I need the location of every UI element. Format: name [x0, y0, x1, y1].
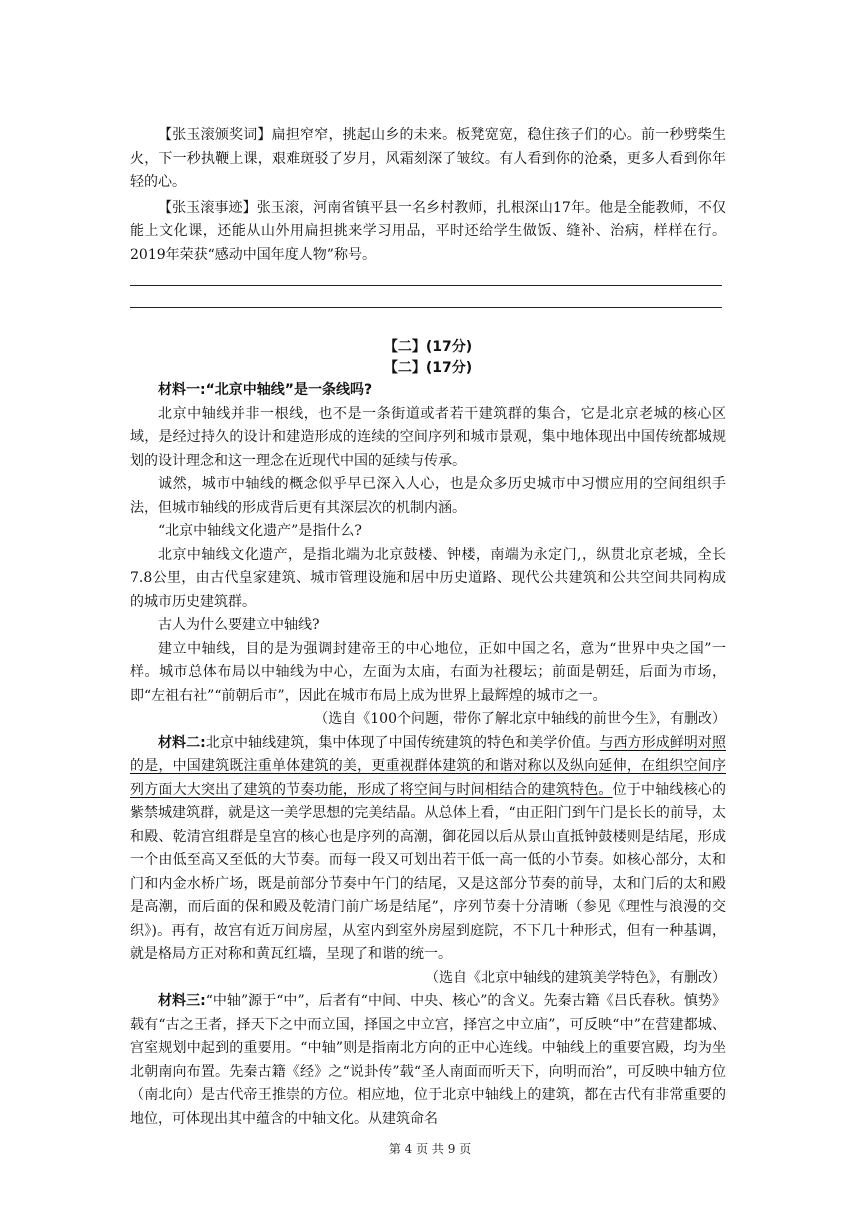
material1-question-3: 古人为什么要建立中轴线? — [158, 617, 320, 633]
material1-paragraph-3: 北京中轴线文化遗产，是指北端为北京鼓楼、钟楼，南端为永定门,，纵贯北京老城，全长7.8公里，由古代皇家建筑、城市管理设施和居中历史道路、现代公共建筑和公共空间共同构成的城市历史建筑群。 — [130, 546, 726, 610]
material1-paragraph-4: 建立中轴线，目的是为强调封建帝王的中心地位，正如中国之名，意为“世界中央之国”一样。城市总体布局以中轴线为中心，左面为太庙，右面为社稷坛；前面是朝廷，后面为市场，即“左祖右社”“前朝后市”，因此在城市布局上成为世界上最辉煌的城市之一。 — [130, 640, 726, 704]
material1-source: （选自《100个问题，带你了解北京中轴线的前世今生》，有删改） — [314, 711, 726, 727]
answer-line-2 — [130, 307, 722, 308]
material1-paragraph-1: 北京中轴线并非一根线，也不是一条街道或者若干建筑群的集合，它是北京老城的核心区域，是经过持久的设计和建造形成的连续的空间序列和城市景观，集中地体现出中国传统都城规划的设计理念和这一理念在近现代中国的延续与传承。 — [130, 405, 726, 469]
material2-text-b: 位于中轴线核心的紫禁城建筑群，就是这一美学思想的完美结晶。从总体上看，“由正阳门到午门是长长的前导，太和殿、乾清宫组群是皇宫的核心也是序列的高潮，御花园以后从景山直抵钟鼓楼则是结尾，形成一个由低至高又至低的大节奏。而每一段又可划出若干低一高一低的小节奏。如核心部分，太和门和内金水桥广场，既是前部分节奏中午门的结尾，又是这部分节奏的前导，太和门后的太和殿是高潮，而后面的保和殿及乾清门前广场是结尾”，序列节奏十分清晰（参见《理性与浪漫的交织》)。再有，故宫有近万间房屋，从室内到室外房屋到庭院，不下几十种形式，但有一种基调，就是格局方正对称和黄瓦红墙，呈现了和谐的统一。 — [130, 781, 727, 962]
material3-text: “中轴”源于“中”，后者有“中间、中央、核心”的含义。先秦古籍《吕氏春秋。慎势》载有“古之王者，择天下之中而立国，择国之中立宫，择宫之中立庙”，可反映“中”在营建都城、宫室规划中起到的重要用。“中轴”则是指南北方向的正中心连线。中轴线上的重要宫殿，均为坐北朝南向布置。先秦古籍《经》之“说卦传”载“圣人南面而听天下，向明而治”，可反映中轴方位（南北向）是古代帝王推崇的方位。相应地，位于北京中轴线上的建筑，都在古代有非常重要的地位，可体现出其中蕴含的中轴文化。从建筑命名 — [130, 993, 726, 1127]
material2-paragraph — [130, 732, 726, 967]
award-tag: 【张玉滚颁奖词】 — [158, 127, 272, 143]
material2-text-a: 北京中轴线建筑，集中体现了中国传统建筑的特色和美学价值。 — [205, 734, 600, 751]
page-footer: 第 4 页 共 9 页 — [388, 1142, 472, 1156]
award-text: 扁担窄窄，挑起山乡的未来。板凳宽宽，稳住孩子们的心。前一秒劈柴生火，下一秒执鞭上课，艰难斑驳了岁月，风霜刻深了皱纹。有人看到你的沧桑，更多人看到你年轻的心。 — [130, 127, 726, 190]
material2-underlined-text: 与西方形成鲜明对照的是，中国建筑既注重单体建筑的美，更重视群体建筑的和谐对称以及纵向延伸，在组织空间序列方面大大突出了建筑的节奏功能，形成了将空间与时间相结合的建筑特色。 — [130, 734, 726, 798]
material1-question-text: “北京中轴线”是一条线吗? — [205, 382, 373, 398]
document-page — [130, 124, 726, 1131]
material1-paragraph-2: 诚然，城市中轴线的概念似乎早已深入人心，也是众多历史城市中习惯应用的空间组织手法，但城市轴线的形成背后更有其深层次的机制内涵。 — [130, 476, 726, 516]
section-title-repeat: 【二】(17分) — [383, 360, 473, 376]
deeds-text: 张玉滚，河南省镇平县一名乡村教师，扎根深山17年。他是全能教师，不仅能上文化课，还能从山外用扁担挑来学习用品，平时还给学生做饭、缝补、治病，样样在行。2019年荣获“感动中国年度人物”称号。 — [130, 199, 727, 263]
material2-source: （选自《北京中轴线的建筑美学特色》，有删改） — [425, 969, 726, 986]
material3-paragraph — [130, 990, 726, 1131]
deeds-tag: 【张玉滚事迹】 — [158, 199, 257, 216]
answer-line-1 — [130, 285, 722, 286]
award-paragraph — [130, 124, 726, 195]
deeds-paragraph — [130, 197, 726, 268]
material1-question — [130, 379, 726, 403]
material1-question-2: “北京中轴线文化遗产”是指什么? — [158, 523, 362, 539]
section-title: 【二】(17分) — [383, 339, 473, 355]
material2-label: 材料二: — [158, 734, 206, 751]
material3-label: 材料三: — [158, 993, 206, 1009]
material1-label: 材料一: — [158, 382, 206, 398]
